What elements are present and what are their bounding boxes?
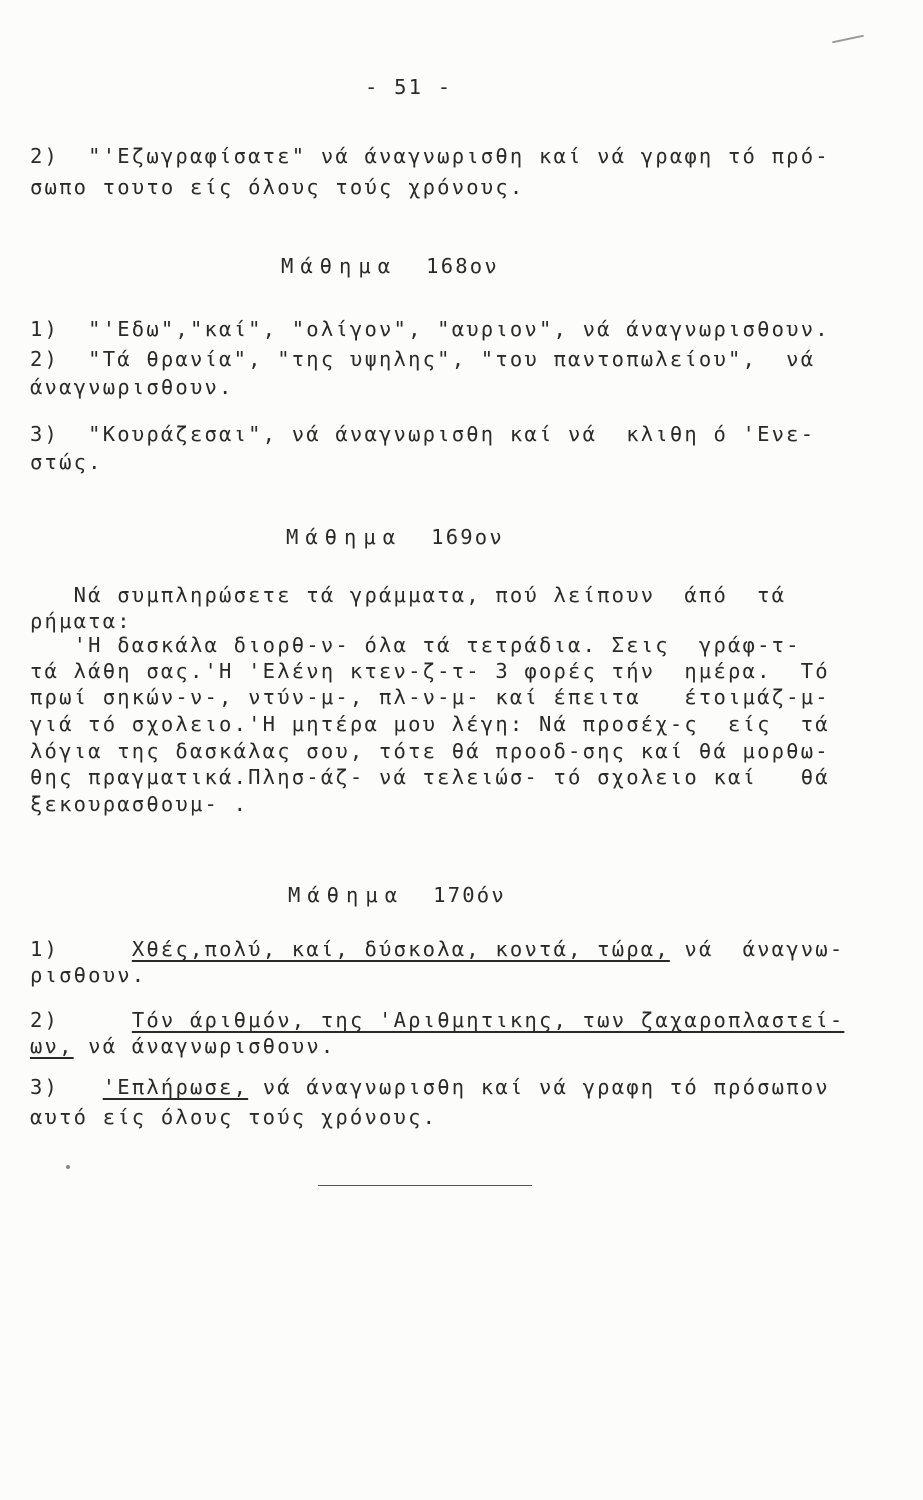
l170-item1-line1 bbox=[30, 936, 844, 962]
l170-item3-num: 3) bbox=[30, 1075, 60, 1099]
l168-item2-line1: 2) "Τά θρανία", "της υψηλης", "του παντοπωλείου", νά bbox=[30, 347, 816, 371]
lesson-170-heading bbox=[288, 882, 506, 908]
lesson-169-heading-num: 169ον bbox=[431, 525, 504, 549]
lesson-168-heading-num: 168ον bbox=[426, 254, 499, 278]
stray-dot bbox=[66, 1165, 70, 1169]
lesson-169-heading-word: Μάθημα bbox=[286, 525, 403, 549]
l170-item3-tail: νά άναγνωρισθη καί νά γραφη τό πρόσωπον bbox=[248, 1075, 830, 1099]
l170-item2-num: 2) bbox=[30, 1008, 60, 1032]
lesson-168-heading bbox=[281, 253, 499, 279]
l168-item2-line2: άναγνωρισθουν. bbox=[30, 375, 234, 399]
l170-item2-line1 bbox=[30, 1007, 844, 1033]
lesson-168-heading-word: Μάθημα bbox=[281, 254, 398, 278]
l168-item3-line1: 3) "Κουράζεσαι", νά άναγνωρισθη καί νά κλιθη ό 'Ενε- bbox=[30, 422, 816, 446]
lesson-169-heading bbox=[286, 524, 504, 550]
page-number: - 51 - bbox=[365, 75, 453, 99]
l170-item3-underlined-word: 'Επλήρωσε, bbox=[102, 1075, 249, 1099]
l170-item3-line2: αυτό είς όλους τούς χρόνους. bbox=[30, 1105, 438, 1129]
l170-item1-line2: ρισθουν. bbox=[30, 963, 147, 987]
l170-item1-num: 1) bbox=[30, 937, 60, 961]
l170-item3-line1 bbox=[30, 1074, 830, 1100]
l169-line: τά λάθη σας.'Η 'Ελένη κτεν-ζ-τ- 3 φορές τήν ημέρα. Τό bbox=[30, 659, 830, 683]
s1-item2-line2: σωπο τουτο είς όλους τούς χρόνους. bbox=[30, 175, 525, 199]
l169-line: πρωί σηκών-ν-, ντύν-μ-, πλ-ν-μ- καί έπειτα έτοιμάζ-μ- bbox=[30, 685, 830, 709]
corner-mark bbox=[832, 35, 864, 44]
l170-item1-underlined-words: Χθές,πολύ, καί, δύσκολα, κοντά, τώρα, bbox=[131, 937, 670, 961]
l169-line: ξεκουρασθουμ- . bbox=[30, 792, 249, 816]
lesson-170-heading-num: 170όν bbox=[433, 883, 506, 907]
l170-item1-tail: νά άναγνω- bbox=[669, 937, 845, 961]
l169-line: Νά συμπληρώσετε τά γράμματα, πού λείπουν άπό τά bbox=[30, 583, 787, 607]
l170-item2-underlined-words: Τόν άριθμόν, της 'Αριθμητικης, των ζαχαροπλαστεί- bbox=[131, 1008, 845, 1032]
l169-line: λόγια της δασκάλας σου, τότε θά προοδ-σης καί θά μορθω- bbox=[30, 739, 830, 763]
l170-item2-cont-tail: νά άναγνωρισθουν. bbox=[73, 1034, 336, 1058]
s1-item2-line1: 2) "'Εζωγραφίσατε" νά άναγνωρισθη καί νά γραφη τό πρό- bbox=[30, 144, 830, 168]
l170-item2-cont-underlined: ων, bbox=[30, 1034, 74, 1058]
l169-line: θης πραγματικά.Πλησ-άζ- νά τελειώσ- τό σχολειο καί θά bbox=[30, 765, 830, 789]
lesson-170-heading-word: Μάθημα bbox=[288, 883, 405, 907]
l169-line: ρήματα: bbox=[30, 609, 132, 633]
l168-item1: 1) "'Εδω","καί", "ολίγον", "αυριον", νά άναγνωρισθουν. bbox=[30, 317, 830, 341]
l170-item2-line2 bbox=[30, 1033, 335, 1059]
end-rule bbox=[318, 1185, 532, 1186]
l169-line: γιά τό σχολειο.'Η μητέρα μου λέγη: Νά προσέχ-ς είς τά bbox=[30, 712, 830, 736]
l168-item3-line2: στώς. bbox=[30, 450, 103, 474]
l169-line: 'Η δασκάλα διορθ-ν- όλα τά τετράδια. Σεις γράφ-τ- bbox=[30, 633, 801, 657]
